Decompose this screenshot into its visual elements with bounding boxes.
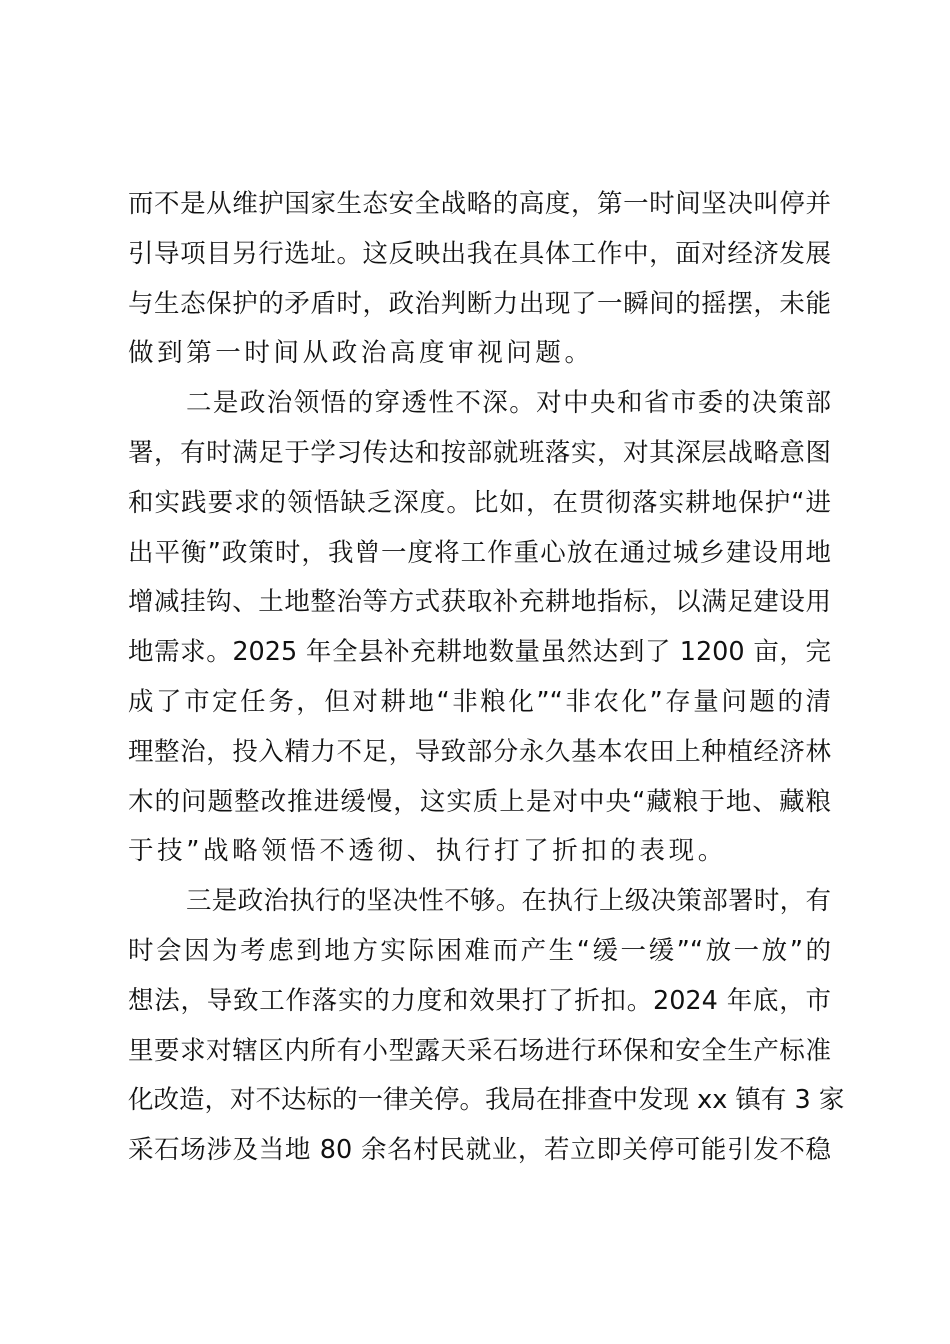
paragraph-political-execution [128, 883, 845, 1182]
text-line: 理整治，投入精力不足，导致部分永久基本农田上种植经济林 [128, 736, 831, 767]
text-line: 木的问题整改推进缓慢，这实质上是对中央“藏粮于地、藏粮 [128, 786, 831, 817]
text-line: 署，有时满足于学习传达和按部就班落实，对其深层战略意图 [128, 437, 831, 468]
text-line: 想法，导致工作落实的力度和效果打了折扣。2024 年底，市 [128, 985, 831, 1016]
text-line: 时会因为考虑到地方实际困难而产生“缓一缓”“放一放”的 [128, 935, 831, 966]
text-line: 于技”战略领悟不透彻、执行打了折扣的表现。 [128, 836, 727, 867]
text-line: 里要求对辖区内所有小型露天采石场进行环保和安全生产标准 [128, 1035, 831, 1066]
paragraph-political-comprehension [128, 385, 831, 883]
document-page [128, 186, 845, 1182]
text-line-indented: 三是政治执行的坚决性不够。在执行上级决策部署时，有 [186, 886, 831, 917]
text-line: 地需求。2025 年全县补充耕地数量虽然达到了 1200 亩，完 [128, 637, 831, 668]
text-line-indented: 二是政治领悟的穿透性不深。对中央和省市委的决策部 [186, 388, 831, 419]
text-line: 增减挂钩、土地整治等方式获取补充耕地指标，以满足建设用 [128, 587, 831, 618]
text-line: 和实践要求的领悟缺乏深度。比如，在贯彻落实耕地保护“进 [128, 487, 831, 518]
text-line: 与生态保护的矛盾时，政治判断力出现了一瞬间的摇摆，未能 [128, 288, 831, 319]
text-line: 做到第一时间从政治高度审视问题。 [128, 338, 594, 369]
text-line: 出平衡”政策时，我曾一度将工作重心放在通过城乡建设用地 [128, 537, 831, 568]
text-line: 引导项目另行选址。这反映出我在具体工作中，面对经济发展 [128, 238, 831, 269]
text-line: 而不是从维护国家生态安全战略的高度，第一时间坚决叫停并 [128, 189, 831, 219]
text-line: 成了市定任务，但对耕地“非粮化”“非农化”存量问题的清 [128, 686, 831, 717]
text-line: 采石场涉及当地 80 余名村民就业，若立即关停可能引发不稳 [128, 1135, 831, 1166]
text-line: 化改造，对不达标的一律关停。我局在排查中发现 xx 镇有 3 家 [128, 1085, 845, 1116]
paragraph-continued [128, 186, 831, 385]
